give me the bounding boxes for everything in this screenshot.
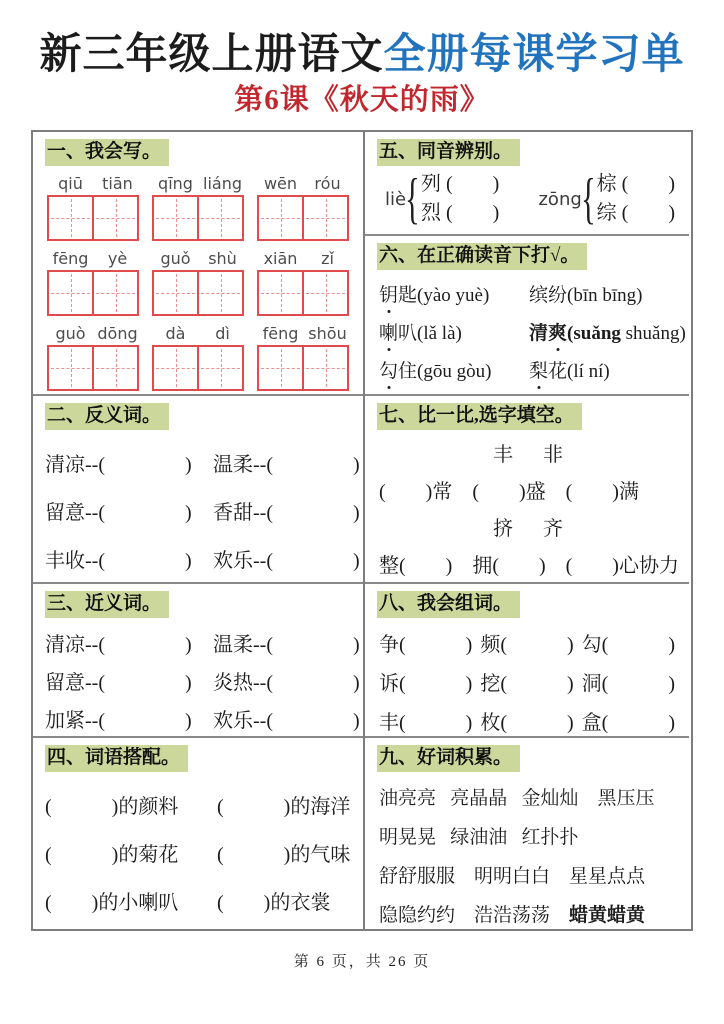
fill-blank: ( ) — [266, 454, 360, 476]
writing-grid-cell — [92, 345, 139, 391]
fill-blank: ( ) — [500, 712, 574, 734]
writing-grid-cell — [197, 195, 244, 241]
writing-grid-cell — [47, 345, 94, 391]
writing-grid-cell — [152, 270, 199, 316]
compare-line: 丰 非 — [493, 444, 563, 466]
make-word-item: 挖( ) — [480, 673, 574, 695]
collocation-item: ( )的菊花 — [45, 844, 179, 866]
homophone-line: 列 ( ) — [420, 173, 500, 195]
pronunciation-word: 钥匙(yào yuè) — [379, 285, 490, 306]
antonym-item: 欢乐--( ) — [213, 550, 360, 572]
section-antonyms-header: 二、反义词。 — [45, 403, 169, 430]
fill-blank: ( ) — [621, 173, 675, 195]
writing-grid-cell — [257, 345, 304, 391]
pinyin: dì — [215, 324, 230, 343]
writing-grid-cell — [257, 195, 304, 241]
good-words-line: 隐隐约约 浩浩荡荡 蜡黄蜡黄 — [379, 905, 646, 926]
write-unit — [152, 250, 246, 316]
brace-glyph: { — [580, 168, 596, 230]
compare-line: 整( ) 拥( ) ( )心协力 — [379, 555, 679, 577]
write-unit — [47, 325, 141, 391]
fill-blank: ( ) — [217, 844, 291, 866]
section-homophones — [365, 132, 689, 234]
writing-grid-cell — [302, 195, 349, 241]
fill-blank: ( ) — [98, 454, 192, 476]
writing-grid-cell — [92, 195, 139, 241]
pinyin: liáng — [203, 174, 242, 193]
collocation-item: ( )的衣裳 — [217, 892, 331, 914]
make-word-item: 诉( ) — [379, 673, 473, 695]
fill-blank: ( ) — [601, 634, 675, 656]
make-word-item: 洞( ) — [581, 673, 675, 695]
worksheet-table — [31, 130, 693, 931]
pronunciation-word: 喇叭(lǎ là) — [379, 323, 462, 344]
fill-blank: ( ) — [266, 634, 360, 656]
pinyin: yè — [107, 249, 128, 268]
pinyin: wēn — [263, 174, 298, 193]
good-words-line: 油亮亮 亮晶晶 金灿灿 黑压压 — [379, 788, 655, 809]
write-unit — [47, 175, 141, 241]
pinyin: tiān — [102, 174, 133, 193]
synonym-item: 炎热--( ) — [213, 672, 360, 694]
writing-grid-cell — [152, 345, 199, 391]
fill-blank: ( ) — [45, 892, 99, 914]
section-good-words — [365, 736, 689, 929]
good-words-line: 明晃晃 绿油油 红扑扑 — [379, 827, 579, 848]
pinyin: dōng — [97, 324, 138, 343]
good-words-line: 舒舒服服 明明白白 星星点点 — [379, 866, 646, 887]
section-compare-fill — [365, 394, 689, 582]
section-collocation-header: 四、词语搭配。 — [45, 745, 188, 772]
pinyin: shōu — [308, 324, 347, 343]
pronunciation-word: 清爽(suǎng shuǎng) — [529, 323, 686, 344]
fill-blank: ( ) — [98, 672, 192, 694]
fill-blank: ( ) — [399, 712, 473, 734]
compare-line: ( )常 ( )盛 ( )满 — [379, 481, 639, 503]
writing-grid-cell — [47, 270, 94, 316]
section-good-words-header: 九、好词积累。 — [377, 745, 520, 772]
pronunciation-word: 勾住(gōu gòu) — [379, 361, 492, 382]
fill-blank: ( ) — [98, 634, 192, 656]
homophone-pinyin: zōng — [538, 188, 582, 210]
pinyin: róu — [314, 174, 341, 193]
collocation-item: ( )的海洋 — [217, 796, 351, 818]
pronunciation-word: 梨花(lí ní) — [529, 361, 610, 382]
fill-blank: ( ) — [45, 844, 119, 866]
write-row — [45, 250, 353, 316]
title-blue-part: 全册每课学习单 — [383, 32, 685, 78]
write-unit — [152, 175, 246, 241]
lesson-subtitle: 第6课《秋天的雨》 — [234, 84, 490, 116]
pronunciation-line — [377, 360, 679, 384]
homophone-group — [385, 170, 499, 228]
antonym-item: 丰收--( ) — [45, 550, 192, 572]
compare-line: 挤 齐 — [493, 518, 563, 540]
section-write-header: 一、我会写。 — [45, 139, 169, 166]
section-pronunciation — [365, 234, 689, 394]
pronunciation-line — [377, 322, 686, 346]
pinyin: fēng — [52, 249, 89, 268]
section-homophones-header: 五、同音辨别。 — [377, 139, 520, 166]
fill-blank: ( ) — [500, 634, 574, 656]
section-make-words-header: 八、我会组词。 — [377, 591, 520, 618]
section-write — [33, 132, 363, 394]
synonym-item: 加紧--( ) — [45, 710, 192, 732]
page-title — [0, 30, 724, 80]
pinyin: guò — [55, 324, 86, 343]
writing-grid-cell — [257, 270, 304, 316]
writing-grid-cell — [197, 345, 244, 391]
make-word-item: 频( ) — [480, 634, 574, 656]
fill-blank: ( ) — [217, 796, 291, 818]
pinyin: guǒ — [160, 249, 191, 268]
section-antonyms — [33, 394, 363, 582]
right-column — [363, 132, 689, 929]
make-word-item: 争( ) — [379, 634, 473, 656]
section-synonyms — [33, 582, 363, 736]
antonym-item: 温柔--( ) — [213, 454, 360, 476]
pinyin: shù — [208, 249, 237, 268]
fill-blank: ( ) — [266, 672, 360, 694]
pinyin: xiān — [263, 249, 298, 268]
writing-grid-cell — [152, 195, 199, 241]
page-number: 第 6 页，共 26 页 — [293, 954, 431, 970]
section-make-words — [365, 582, 689, 736]
fill-blank: ( ) — [601, 673, 675, 695]
synonym-item: 温柔--( ) — [213, 634, 360, 656]
fill-blank: ( ) — [621, 202, 675, 224]
antonym-item: 清凉--( ) — [45, 454, 192, 476]
fill-blank: ( ) — [399, 634, 473, 656]
section-pronunciation-header: 六、在正确读音下打√。 — [377, 243, 587, 270]
pinyin: dà — [165, 324, 186, 343]
fill-blank: ( ) — [266, 502, 360, 524]
highlighted-word: 蜡黄蜡黄 — [569, 905, 646, 926]
brace-glyph: { — [405, 168, 420, 230]
antonym-item: 留意--( ) — [45, 502, 192, 524]
fill-blank: ( ) — [445, 173, 500, 195]
write-row — [45, 175, 353, 241]
fill-blank: ( ) — [266, 550, 360, 572]
section-compare-fill-header: 七、比一比,选字填空。 — [377, 403, 582, 430]
fill-blank: ( ) — [98, 710, 192, 732]
make-word-item: 丰( ) — [379, 712, 473, 734]
fill-blank: ( ) — [445, 202, 500, 224]
homophone-group — [538, 170, 675, 228]
fill-blank: ( ) — [98, 550, 192, 572]
fill-blank: ( ) — [500, 673, 574, 695]
homophone-line: 棕 ( ) — [596, 173, 675, 195]
pinyin: zǐ — [321, 249, 334, 268]
synonym-item: 清凉--( ) — [45, 634, 192, 656]
write-unit — [47, 250, 141, 316]
write-unit — [257, 325, 351, 391]
pinyin: qiū — [58, 174, 83, 193]
collocation-item: ( )的颜料 — [45, 796, 179, 818]
homophone-line: 综 ( ) — [596, 202, 675, 224]
write-row — [45, 325, 353, 391]
pinyin: qīng — [158, 174, 193, 193]
writing-grid-cell — [197, 270, 244, 316]
pinyin: fēng — [262, 324, 299, 343]
collocation-item: ( )的气味 — [217, 844, 351, 866]
collocation-item: ( )的小喇叭 — [45, 892, 179, 914]
write-unit — [257, 250, 351, 316]
make-word-item: 勾( ) — [581, 634, 675, 656]
fill-blank: ( ) — [601, 712, 675, 734]
writing-grid-cell — [47, 195, 94, 241]
fill-blank: ( ) — [98, 502, 192, 524]
fill-blank: ( ) — [217, 892, 271, 914]
writing-grid-cell — [302, 270, 349, 316]
fill-blank: ( ) — [266, 710, 360, 732]
antonym-item: 香甜--( ) — [213, 502, 360, 524]
make-word-item: 盒( ) — [581, 712, 675, 734]
homophone-line: 烈 ( ) — [420, 202, 500, 224]
write-unit — [257, 175, 351, 241]
make-word-item: 枚( ) — [480, 712, 574, 734]
pronunciation-line — [377, 284, 679, 308]
synonym-item: 欢乐--( ) — [213, 710, 360, 732]
pronunciation-word: 缤纷(bīn bīng) — [529, 285, 643, 306]
section-synonyms-header: 三、近义词。 — [45, 591, 169, 618]
write-unit — [152, 325, 246, 391]
title-black-part: 新三年级上册语文 — [39, 32, 384, 78]
writing-grid-cell — [92, 270, 139, 316]
homophone-pinyin: liè — [385, 188, 407, 210]
section-collocation — [33, 736, 363, 929]
writing-grid-cell — [302, 345, 349, 391]
synonym-item: 留意--( ) — [45, 672, 192, 694]
fill-blank: ( ) — [399, 673, 473, 695]
left-column — [33, 132, 363, 929]
fill-blank: ( ) — [45, 796, 119, 818]
